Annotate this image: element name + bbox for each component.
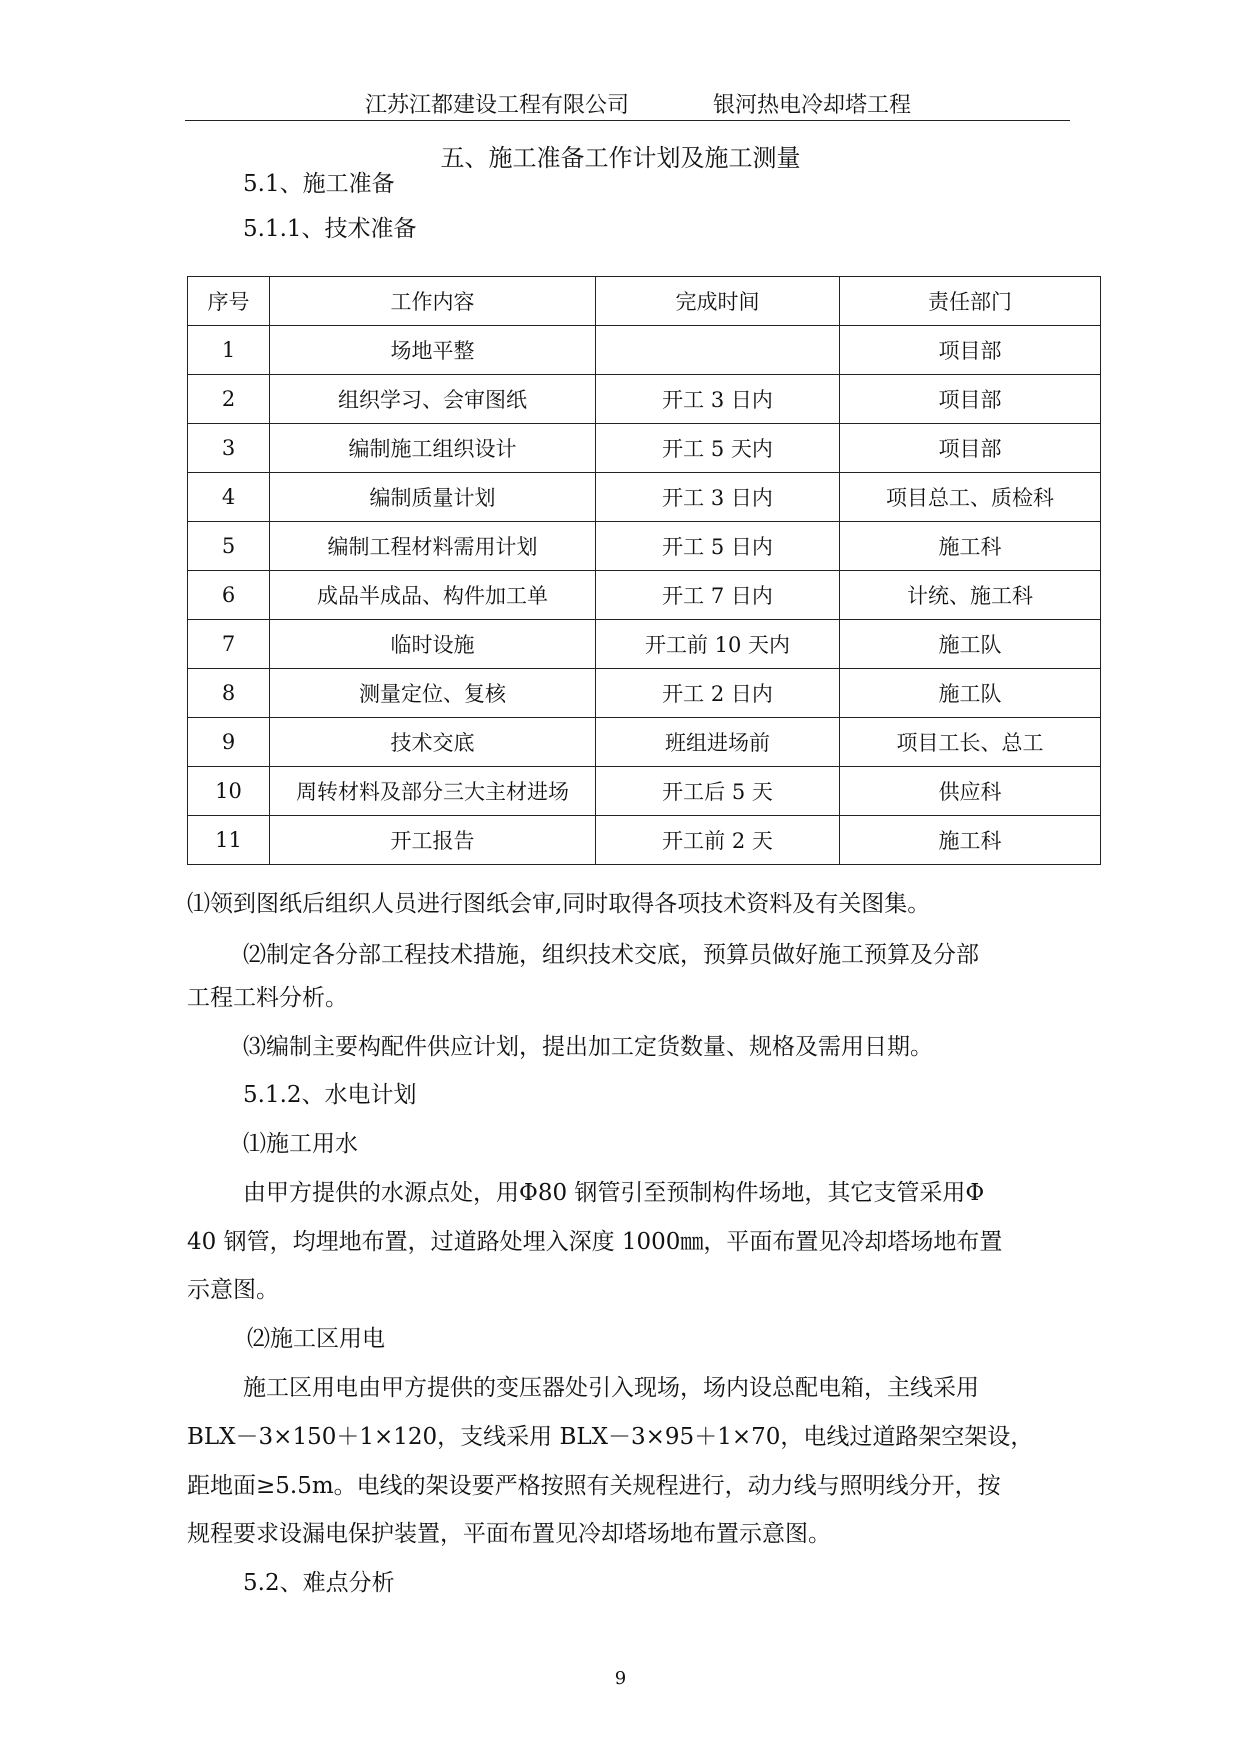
water-line-1: 由甲方提供的水源点处，用Φ80 钢管引至预制构件场地，其它支管采用Φ (243, 1180, 985, 1206)
table-cell: 4 (188, 473, 270, 522)
table-cell: 班组进场前 (596, 718, 840, 767)
electricity-line-4: 规程要求设漏电保护装置，平面布置见冷却塔场地布置示意图。 (187, 1521, 831, 1547)
table-cell: 施工科 (840, 816, 1101, 865)
table-cell (596, 326, 840, 375)
table-cell: 项目工长、总工 (840, 718, 1101, 767)
header-cell: 完成时间 (596, 277, 840, 326)
table-cell: 8 (188, 669, 270, 718)
table-cell: 项目部 (840, 326, 1101, 375)
table-row (188, 767, 1101, 816)
table-cell: 组织学习、会审图纸 (270, 375, 596, 424)
paragraph-2-line-2: 工程工料分析。 (187, 985, 348, 1011)
table-cell: 供应科 (840, 767, 1101, 816)
table-row (188, 816, 1101, 865)
paragraph-3: ⑶编制主要构配件供应计划，提出加工定货数量、规格及需用日期。 (243, 1034, 933, 1060)
header-project: 银河热电冷却塔工程 (713, 93, 912, 118)
water-title: ⑴施工用水 (243, 1131, 358, 1157)
table-cell: 开工前 2 天 (596, 816, 840, 865)
table-cell: 编制工程材料需用计划 (270, 522, 596, 571)
table-row (188, 424, 1101, 473)
table-cell: 测量定位、复核 (270, 669, 596, 718)
table-cell: 场地平整 (270, 326, 596, 375)
table-cell: 开工 2 日内 (596, 669, 840, 718)
paragraph-1: ⑴领到图纸后组织人员进行图纸会审,同时取得各项技术资料及有关图集。 (187, 891, 931, 917)
table-cell: 周转材料及部分三大主材进场 (270, 767, 596, 816)
table-cell: 开工前 10 天内 (596, 620, 840, 669)
table-row (188, 522, 1101, 571)
heading-5-1-1: 5.1.1、技术准备 (243, 216, 417, 242)
header-cell: 序号 (188, 277, 270, 326)
table-cell: 开工后 5 天 (596, 767, 840, 816)
table-cell: 开工 7 日内 (596, 571, 840, 620)
table-cell: 编制质量计划 (270, 473, 596, 522)
table-row (188, 473, 1101, 522)
table-cell: 施工队 (840, 620, 1101, 669)
heading-5-1-2: 5.1.2、水电计划 (243, 1082, 417, 1108)
table-cell: 11 (188, 816, 270, 865)
heading-5-1: 5.1、施工准备 (243, 171, 395, 197)
water-line-2: 40 钢管，均埋地布置，过道路处埋入深度 1000㎜，平面布置见冷却塔场地布置 (187, 1229, 1003, 1255)
table-cell: 技术交底 (270, 718, 596, 767)
table-header-row (188, 277, 1101, 326)
table-cell: 项目总工、质检科 (840, 473, 1101, 522)
electricity-title: ⑵施工区用电 (247, 1326, 385, 1352)
table-cell: 开工 3 日内 (596, 375, 840, 424)
table-cell: 项目部 (840, 424, 1101, 473)
heading-5-2: 5.2、难点分析 (243, 1570, 395, 1596)
table-cell: 施工科 (840, 522, 1101, 571)
table-body (188, 326, 1101, 865)
technical-preparation-table (187, 276, 1101, 865)
paragraph-2-line-1: ⑵制定各分部工程技术措施，组织技术交底，预算员做好施工预算及分部 (243, 942, 979, 968)
table-cell: 施工队 (840, 669, 1101, 718)
table-row (188, 326, 1101, 375)
electricity-line-1: 施工区用电由甲方提供的变压器处引入现场，场内设总配电箱，主线采用 (243, 1375, 979, 1401)
table-row (188, 718, 1101, 767)
table-cell: 6 (188, 571, 270, 620)
table-cell: 开工 5 日内 (596, 522, 840, 571)
header-cell: 责任部门 (840, 277, 1101, 326)
header-company: 江苏江都建设工程有限公司 (365, 93, 630, 118)
page-header (185, 88, 1070, 121)
table-cell: 编制施工组织设计 (270, 424, 596, 473)
water-line-3: 示意图。 (187, 1277, 279, 1303)
table-cell: 开工 5 天内 (596, 424, 840, 473)
table-cell: 10 (188, 767, 270, 816)
header-cell: 工作内容 (270, 277, 596, 326)
table-row (188, 571, 1101, 620)
table-cell: 2 (188, 375, 270, 424)
table-cell: 项目部 (840, 375, 1101, 424)
electricity-line-3: 距地面≥5.5m。电线的架设要严格按照有关规程进行，动力线与照明线分开，按 (187, 1473, 1001, 1499)
table-cell: 临时设施 (270, 620, 596, 669)
table-cell: 9 (188, 718, 270, 767)
electricity-line-2: BLX－3×150＋1×120，支线采用 BLX－3×95＋1×70，电线过道路架空架设， (187, 1424, 1034, 1450)
table-cell: 7 (188, 620, 270, 669)
table-cell: 1 (188, 326, 270, 375)
page-number: 9 (614, 1668, 627, 1689)
table-cell: 3 (188, 424, 270, 473)
table-cell: 开工报告 (270, 816, 596, 865)
table-cell: 成品半成品、构件加工单 (270, 571, 596, 620)
table-cell: 开工 3 日内 (596, 473, 840, 522)
table-row (188, 375, 1101, 424)
table-cell: 计统、施工科 (840, 571, 1101, 620)
table-row (188, 669, 1101, 718)
table-row (188, 620, 1101, 669)
section-title: 五、施工准备工作计划及施工测量 (440, 144, 801, 172)
table-cell: 5 (188, 522, 270, 571)
